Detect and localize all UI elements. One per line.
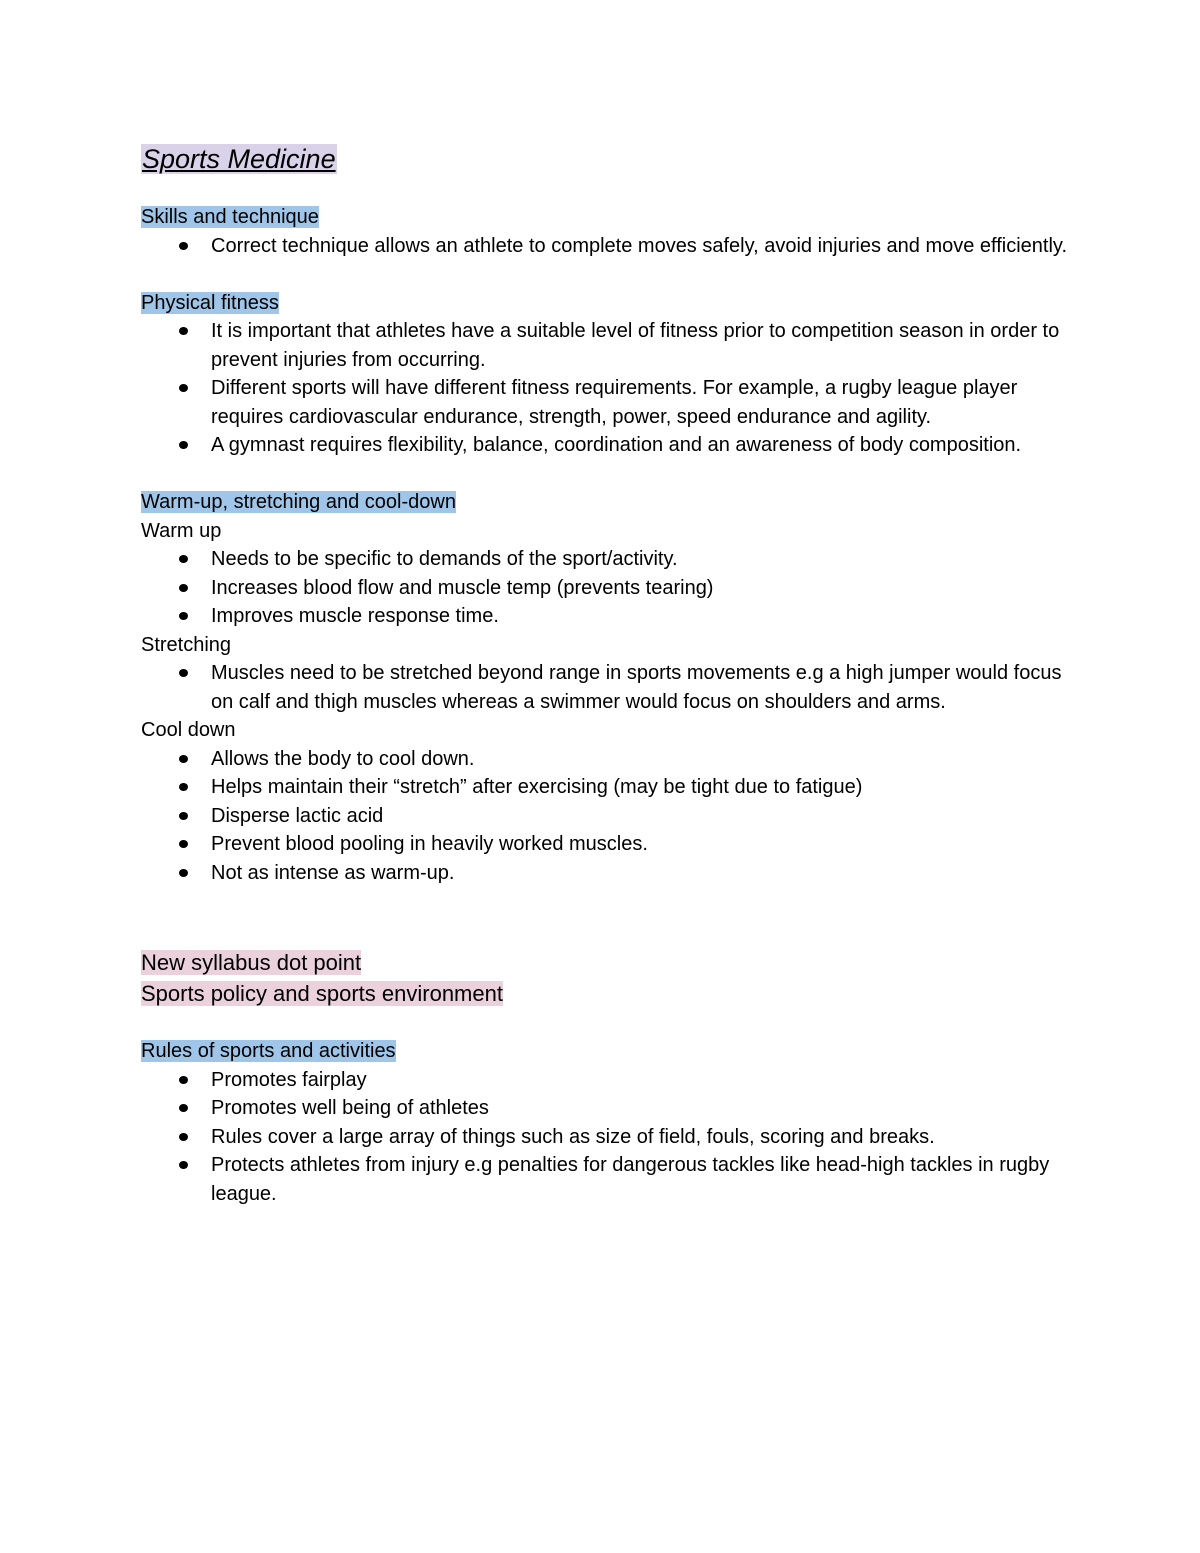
- bullet-icon: [179, 612, 188, 620]
- list-item-text: Helps maintain their “stretch” after exercising (may be tight due to fatigue): [211, 776, 863, 798]
- stretching-label: Stretching: [141, 633, 232, 656]
- cool-down-label: Cool down: [141, 719, 236, 741]
- list-item-text: Protects athletes from injury e.g penalties for dangerous tackles like head-high tackles in rugby league.: [211, 1154, 1050, 1205]
- list-item-text: Needs to be specific to demands of the sport/activity.: [211, 548, 678, 570]
- list-item: [141, 1123, 1071, 1152]
- list-item: [141, 317, 1071, 374]
- list-item-text: Correct technique allows an athlete to complete moves safely, avoid injuries and move efficiently.: [211, 234, 1067, 257]
- list-item: [141, 659, 1071, 716]
- bullet-icon: [179, 1133, 188, 1141]
- bullet-icon: [179, 755, 188, 763]
- warm-up-list: [141, 545, 1071, 631]
- stretching-list: [141, 659, 1071, 716]
- rules-heading: Rules of sports and activities: [141, 1040, 396, 1062]
- list-item-text: Improves muscle response time.: [211, 605, 499, 627]
- bullet-icon: [179, 441, 188, 449]
- list-item: [141, 802, 1071, 831]
- skills-list: [141, 232, 1071, 261]
- list-item: [141, 374, 1071, 431]
- bullet-icon: [179, 812, 188, 820]
- syllabus-heading: New syllabus dot point: [141, 950, 362, 975]
- bullet-icon: [179, 242, 188, 250]
- skills-heading: Skills and technique: [141, 206, 319, 228]
- list-item-text: Rules cover a large array of things such as size of field, fouls, scoring and breaks.: [211, 1125, 935, 1148]
- list-item: [141, 745, 1071, 774]
- bullet-icon: [179, 869, 188, 877]
- warmup-heading: Warm-up, stretching and cool-down: [141, 491, 456, 513]
- list-item: [141, 602, 1071, 631]
- list-item-text: A gymnast requires flexibility, balance, coordination and an awareness of body composition.: [211, 434, 1022, 456]
- bullet-icon: [179, 1104, 188, 1112]
- bullet-icon: [179, 555, 188, 563]
- fitness-heading: Physical fitness: [141, 291, 279, 314]
- rules-list: [141, 1066, 1071, 1209]
- bullet-icon: [179, 669, 188, 677]
- list-item-text: Disperse lactic acid: [211, 804, 384, 827]
- list-item: [141, 1066, 1071, 1095]
- spacer: [141, 260, 1071, 289]
- title-line: [141, 140, 1071, 178]
- bullet-icon: [179, 783, 188, 791]
- list-item-text: Prevent blood pooling in heavily worked muscles.: [211, 833, 648, 855]
- bullet-icon: [179, 584, 188, 592]
- list-item: [141, 859, 1071, 888]
- list-item-text: Not as intense as warm-up.: [211, 861, 455, 884]
- bullet-icon: [179, 327, 188, 335]
- bullet-icon: [179, 840, 188, 848]
- list-item-text: Increases blood flow and muscle temp (prevents tearing): [211, 576, 714, 599]
- warmup-heading-line: [141, 488, 1071, 517]
- list-item: [141, 574, 1071, 603]
- syllabus-line-1: [141, 947, 1071, 978]
- list-item-text: Promotes well being of athletes: [211, 1097, 489, 1119]
- rules-heading-line: [141, 1037, 1071, 1066]
- spacer: [141, 460, 1071, 489]
- skills-heading-line: [141, 203, 1071, 232]
- page-title: Sports Medicine: [142, 144, 336, 174]
- syllabus-line-2: [141, 978, 1071, 1009]
- document-page: [141, 140, 1071, 1208]
- cool-down-list: [141, 745, 1071, 888]
- list-item: [141, 1094, 1071, 1123]
- list-item-text: Different sports will have different fitness requirements. For example, a rugby league player requires cardiovascular endurance, strength, power, speed endurance and agility.: [211, 377, 1018, 428]
- list-item: [141, 232, 1071, 261]
- bullet-icon: [179, 1076, 188, 1084]
- spacer: [141, 1009, 1071, 1037]
- list-item: [141, 773, 1071, 802]
- list-item-text: Muscles need to be stretched beyond range in sports movements e.g a high jumper would focus on calf and thigh muscles whereas a swimmer would focus on shoulders and arms.: [211, 662, 1062, 713]
- fitness-list: [141, 317, 1071, 460]
- spacer: [141, 887, 1071, 947]
- list-item-text: It is important that athletes have a suitable level of fitness prior to competition season in order to prevent injuries from occurring.: [211, 320, 1060, 371]
- list-item: [141, 431, 1071, 460]
- bullet-icon: [179, 1161, 188, 1169]
- syllabus-subheading: Sports policy and sports environment: [141, 981, 503, 1006]
- fitness-heading-line: [141, 289, 1071, 318]
- list-item-text: Promotes fairplay: [211, 1068, 367, 1091]
- list-item-text: Allows the body to cool down.: [211, 747, 475, 770]
- bullet-icon: [179, 384, 188, 392]
- list-item: [141, 830, 1071, 859]
- list-item: [141, 1151, 1071, 1208]
- warm-up-label: Warm up: [141, 519, 222, 542]
- list-item: [141, 545, 1071, 574]
